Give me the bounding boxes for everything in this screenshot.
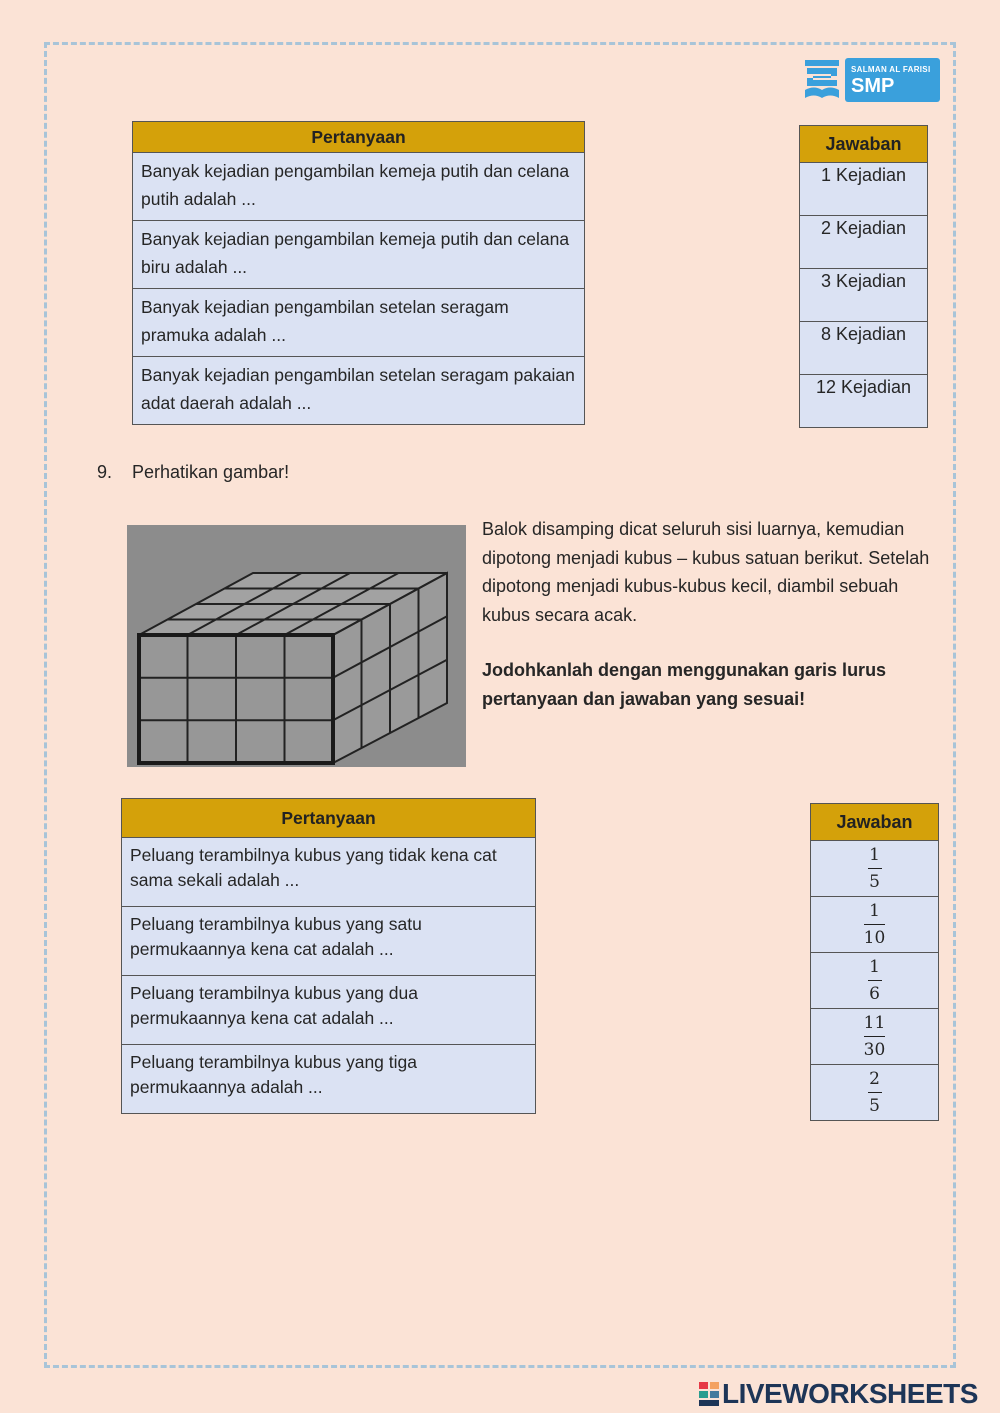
- denominator: 5: [869, 872, 880, 892]
- question-item[interactable]: Banyak kejadian pengambilan setelan seragam pakaian adat daerah adalah ...: [133, 357, 585, 425]
- question-item[interactable]: Peluang terambilnya kubus yang tiga permukaannya adalah ...: [122, 1045, 536, 1114]
- fraction: [864, 901, 886, 948]
- numerator: 1: [869, 957, 880, 977]
- fraction: [864, 1013, 886, 1060]
- liveworksheets-icon: [699, 1382, 719, 1406]
- answer-item[interactable]: [811, 953, 939, 1009]
- table-header: Jawaban: [811, 804, 939, 841]
- problem-description: Balok disamping dicat seluruh sisi luarnya, kemudian dipotong menjadi kubus – kubus satuan berikut. Setelah dipotong menjadi kubus-kubus kecil, diambil sebuah kubus secara acak.: [482, 519, 930, 625]
- answer-item[interactable]: 1 Kejadian: [800, 163, 928, 216]
- question-text: Perhatikan gambar!: [132, 462, 290, 482]
- answer-table-1: [799, 125, 928, 428]
- question-item[interactable]: Peluang terambilnya kubus yang dua permukaannya kena cat adalah ...: [122, 976, 536, 1045]
- question-item[interactable]: Banyak kejadian pengambilan kemeja putih dan celana putih adalah ...: [133, 153, 585, 221]
- question-item[interactable]: Banyak kejadian pengambilan setelan seragam pramuka adalah ...: [133, 289, 585, 357]
- question-item[interactable]: Banyak kejadian pengambilan kemeja putih dan celana biru adalah ...: [133, 221, 585, 289]
- answer-item[interactable]: 8 Kejadian: [800, 322, 928, 375]
- liveworksheets-logo: [699, 1378, 978, 1410]
- table-header: Pertanyaan: [133, 122, 585, 153]
- logo-school-name: SALMAN AL FARISI: [851, 65, 931, 74]
- answer-item[interactable]: [811, 897, 939, 953]
- numerator: 1: [869, 845, 880, 865]
- denominator: 10: [863, 928, 886, 948]
- answer-item[interactable]: [811, 1065, 939, 1121]
- answer-item[interactable]: 12 Kejadian: [800, 375, 928, 428]
- book-icon: [803, 58, 841, 102]
- table-header: Jawaban: [800, 126, 928, 163]
- answer-item[interactable]: [811, 1009, 939, 1065]
- answer-item[interactable]: [811, 841, 939, 897]
- fraction: [868, 1069, 882, 1116]
- table-header: Pertanyaan: [122, 799, 536, 838]
- instruction-text: Jodohkanlah dengan menggunakan garis lurus pertanyaan dan jawaban yang sesuai!: [482, 660, 887, 709]
- question-item[interactable]: Peluang terambilnya kubus yang satu permukaannya kena cat adalah ...: [122, 907, 536, 976]
- school-logo: [803, 58, 940, 102]
- logo-badge: [845, 58, 940, 102]
- question-table-2: [121, 798, 536, 1114]
- fraction: [868, 957, 882, 1004]
- numerator: 1: [869, 901, 880, 921]
- liveworksheets-text: LIVEWORKSHEETS: [722, 1378, 978, 1409]
- answer-item[interactable]: 3 Kejadian: [800, 269, 928, 322]
- numerator: 2: [869, 1069, 880, 1089]
- answer-item[interactable]: 2 Kejadian: [800, 216, 928, 269]
- question-item[interactable]: Peluang terambilnya kubus yang tidak kena cat sama sekali adalah ...: [122, 838, 536, 907]
- fraction: [868, 845, 882, 892]
- numerator: 11: [863, 1013, 886, 1033]
- denominator: 6: [869, 984, 880, 1004]
- question-table-1: [132, 121, 585, 425]
- denominator: 30: [863, 1040, 886, 1060]
- cuboid-image: [127, 525, 466, 767]
- answer-table-2: [810, 803, 939, 1121]
- logo-level: SMP: [851, 75, 895, 97]
- question-number: 9.: [97, 462, 113, 482]
- denominator: 5: [869, 1096, 880, 1116]
